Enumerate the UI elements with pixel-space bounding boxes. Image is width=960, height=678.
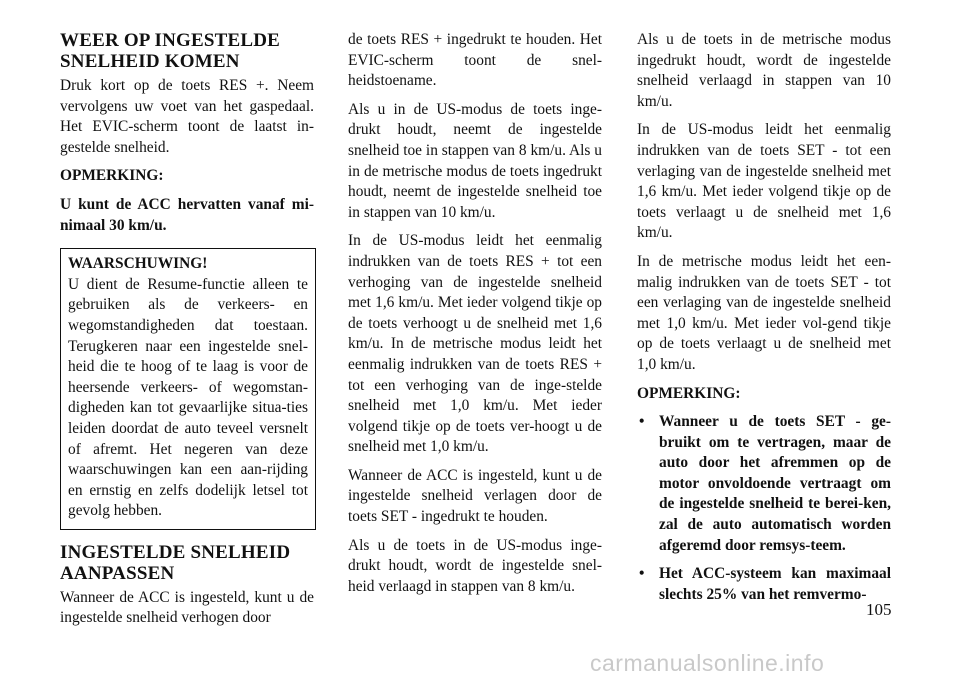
paragraph: Als u in de US-modus de toets inge-drukt houdt, neemt de ingestelde snelheid toe in stappen van 8 km/u. Als u in de metrische modus de toets ingedrukt houdt, neemt de ingestelde snelheid toe in stappen van 10 km/u. (348, 100, 602, 221)
paragraph: Als u de toets in de US-modus inge-drukt houdt, wordt de ingestelde snel-heid verlaagd in stappen van 8 km/u. (348, 536, 602, 595)
paragraph: In de US-modus leidt het eenmalig indrukken van de toets SET - tot een verlaging van de ingestelde snelheid met 1,6 km/u. Met ieder volgend tikje op de toets verlaagt u de snelheid met 1,6 km/u. (637, 121, 891, 242)
paragraph: Als u de toets in de metrische modus ingedrukt houdt, wordt de ingestelde snelheid verlaagd in stappen van 10 km/u. (637, 31, 891, 110)
watermark: carmanualsonline.info (590, 650, 825, 676)
bullet-icon: • (639, 565, 645, 583)
page-number: 105 (866, 600, 892, 619)
column-1 (60, 30, 314, 637)
section-heading-resume: WEER OP INGESTELDE SNELHEID KOMEN (60, 30, 281, 72)
note-list (637, 412, 891, 605)
paragraph: de toets RES + ingedrukt te houden. Het EVIC-scherm toont de snel-heidstoename. (348, 31, 602, 90)
paragraph: Druk kort op de toets RES +. Neem vervolgens uw voet van het gaspedaal. Het EVIC-scherm toont de laatst in-gestelde snelheid. (60, 77, 314, 156)
note-label: OPMERKING: (60, 167, 164, 185)
paragraph: In de metrische modus leidt het een-malig indrukken van de toets SET - tot een verlaging van de ingestelde snelheid met 1,0 km/u. Met ieder vol-gend tikje op de toets verlaagt u de snelheid met 1,0 km/u. (637, 252, 891, 373)
note-label: OPMERKING: (637, 384, 741, 402)
bullet-icon: • (639, 413, 645, 431)
section-heading-adjust: INGESTELDE SNELHEID AANPASSEN (60, 541, 291, 584)
paragraph: In de US-modus leidt het eenmalig indrukken van de toets RES + tot een verhoging van de ingestelde snelheid met 1,6 km/u. Met ieder volgend tikje op de toets verhoogt u de snelheid met 1,6 km/u. In de metrische modus leidt het eenmalig indrukken van de toets RES + tot een verhoging van de inge-stelde snelheid met 1,0 km/u. Met ieder volgend tikje op de toets ver-hoogt u de snelheid met 1,0 km/u. (348, 232, 602, 456)
note-text: U kunt de ACC hervatten vanaf mi-nimaal 30 km/u. (60, 195, 314, 234)
list-item-text: Het ACC-systeem kan maximaal slechts 25% van het remvermo- (659, 565, 891, 603)
column-2 (348, 30, 602, 605)
warning-title: WAARSCHUWING! (68, 255, 208, 273)
paragraph: Wanneer de ACC is ingesteld, kunt u de ingestelde snelheid verlagen door de toets SET - ingedrukt te houden. (348, 466, 602, 526)
paragraph: Wanneer de ACC is ingesteld, kunt u de ingestelde snelheid verhogen door (60, 588, 314, 627)
column-3 (637, 30, 891, 613)
warning-text: U dient de Resume-functie alleen te gebruiken als de verkeers- en wegomstandigheden dat toestaan. Terugkeren naar een ingestelde snel-heid die te hoog of te laag is voor de heersende verkeers- of wegomstan-digheden kan tot gevaarlijke situa-ties leiden doordat de auto teveel versnelt of afremt. Het negeren van deze waarschuwingen kan een aan-rijding en ernstig en zelfs dodelijk letsel tot gevolg hebben. (68, 275, 308, 520)
list-item-text: Wanneer u de toets SET - ge-bruikt om te vertragen, maar de auto door het afremmen op de motor onvoldoende vertraagt om de ingestelde snelheid te berei-ken, zal de auto automatisch worden afgeremd door remsys-teem. (659, 413, 891, 554)
list-item (637, 412, 891, 556)
warning-box (60, 248, 316, 530)
list-item (637, 564, 891, 605)
